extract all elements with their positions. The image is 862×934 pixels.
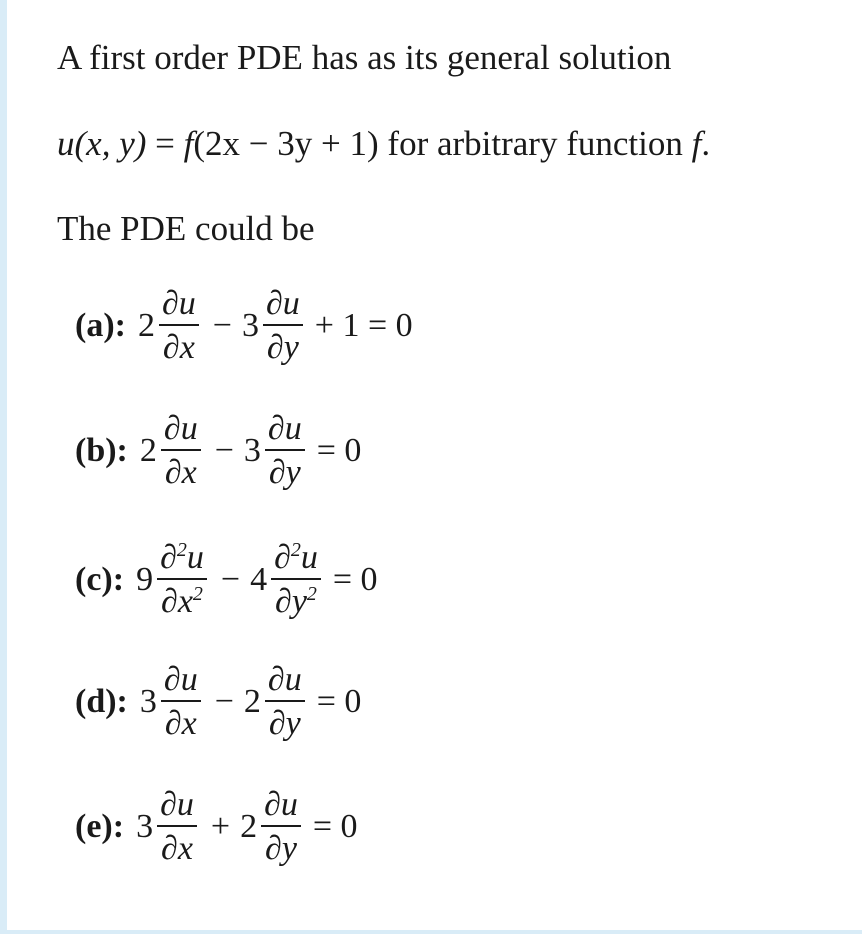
fraction-2 xyxy=(270,540,322,619)
operator: − xyxy=(212,307,232,344)
fraction-2 xyxy=(260,787,302,866)
u-symbol: u xyxy=(57,124,75,163)
numerator: ∂u xyxy=(265,285,300,323)
denominator: ∂y xyxy=(263,324,303,366)
coefficient-2: 3 xyxy=(243,432,261,469)
fraction-1 xyxy=(160,411,202,490)
denominator: ∂x xyxy=(161,449,201,491)
numerator: ∂u xyxy=(267,410,302,448)
denominator: ∂y xyxy=(261,825,301,867)
option-tail: + 1 = 0 xyxy=(314,307,413,344)
fraction-2 xyxy=(262,286,304,365)
option-a xyxy=(75,276,413,376)
numerator: ∂u xyxy=(267,661,302,699)
option-label: (c): xyxy=(75,561,125,598)
coefficient-1: 3 xyxy=(139,683,157,720)
period: . xyxy=(701,124,711,163)
option-label: (a): xyxy=(75,307,126,344)
denominator: ∂y xyxy=(265,449,305,491)
coefficient-2: 4 xyxy=(250,561,268,598)
denominator: ∂x xyxy=(159,324,199,366)
option-b xyxy=(75,401,361,501)
question-card xyxy=(7,0,862,930)
question-line-1: A first order PDE has as its general solution xyxy=(57,38,672,77)
arbitrary-text: for arbitrary function xyxy=(387,124,683,163)
coefficient-2: 3 xyxy=(241,307,259,344)
coefficient-1: 9 xyxy=(136,561,154,598)
coefficient-2: 2 xyxy=(243,683,261,720)
denominator: $\partial y^2$ xyxy=(271,578,321,620)
equals-sign: = xyxy=(155,124,175,163)
left-frame-border xyxy=(0,0,7,934)
fraction-1 xyxy=(160,662,202,741)
numerator: ∂$^2$u xyxy=(274,539,318,577)
numerator: ∂u xyxy=(163,410,198,448)
operator: − xyxy=(220,561,241,598)
u-args: (x, y) xyxy=(74,124,147,163)
denominator: ∂y xyxy=(265,700,305,742)
option-tail: = 0 xyxy=(332,561,378,598)
fraction-1 xyxy=(156,540,208,619)
fraction-1 xyxy=(158,286,200,365)
fraction-2 xyxy=(264,662,306,741)
denominator: ∂x xyxy=(157,825,197,867)
numerator: ∂u xyxy=(163,661,198,699)
question-line-3: The PDE could be xyxy=(57,209,315,248)
coefficient-1: 3 xyxy=(136,808,154,845)
f-symbol-2: f xyxy=(691,124,702,163)
numerator: ∂u xyxy=(160,786,194,824)
numerator: ∂u xyxy=(161,285,196,323)
option-label: (d): xyxy=(75,683,128,720)
option-tail: = 0 xyxy=(312,808,358,845)
operator: − xyxy=(214,683,234,720)
question-line-2 xyxy=(57,126,710,161)
coefficient-1: 2 xyxy=(139,432,157,469)
denominator: $\partial x^2$ xyxy=(157,578,207,620)
option-c xyxy=(75,530,378,630)
numerator: ∂u xyxy=(264,786,298,824)
coefficient-1: 2 xyxy=(137,307,155,344)
fraction-2 xyxy=(264,411,306,490)
bottom-frame-border xyxy=(0,930,862,934)
numerator: ∂$^2$u xyxy=(160,539,204,577)
option-e xyxy=(75,777,358,877)
fraction-1 xyxy=(156,787,198,866)
denominator: ∂x xyxy=(161,700,201,742)
option-tail: = 0 xyxy=(316,432,362,469)
option-label: (b): xyxy=(75,432,128,469)
f-argument: (2x − 3y + 1) xyxy=(193,124,379,163)
operator: + xyxy=(210,808,231,845)
option-d xyxy=(75,652,361,752)
coefficient-2: 2 xyxy=(240,808,258,845)
option-label: (e): xyxy=(75,808,125,845)
f-symbol: f xyxy=(183,124,194,163)
operator: − xyxy=(214,432,234,469)
option-tail: = 0 xyxy=(316,683,362,720)
